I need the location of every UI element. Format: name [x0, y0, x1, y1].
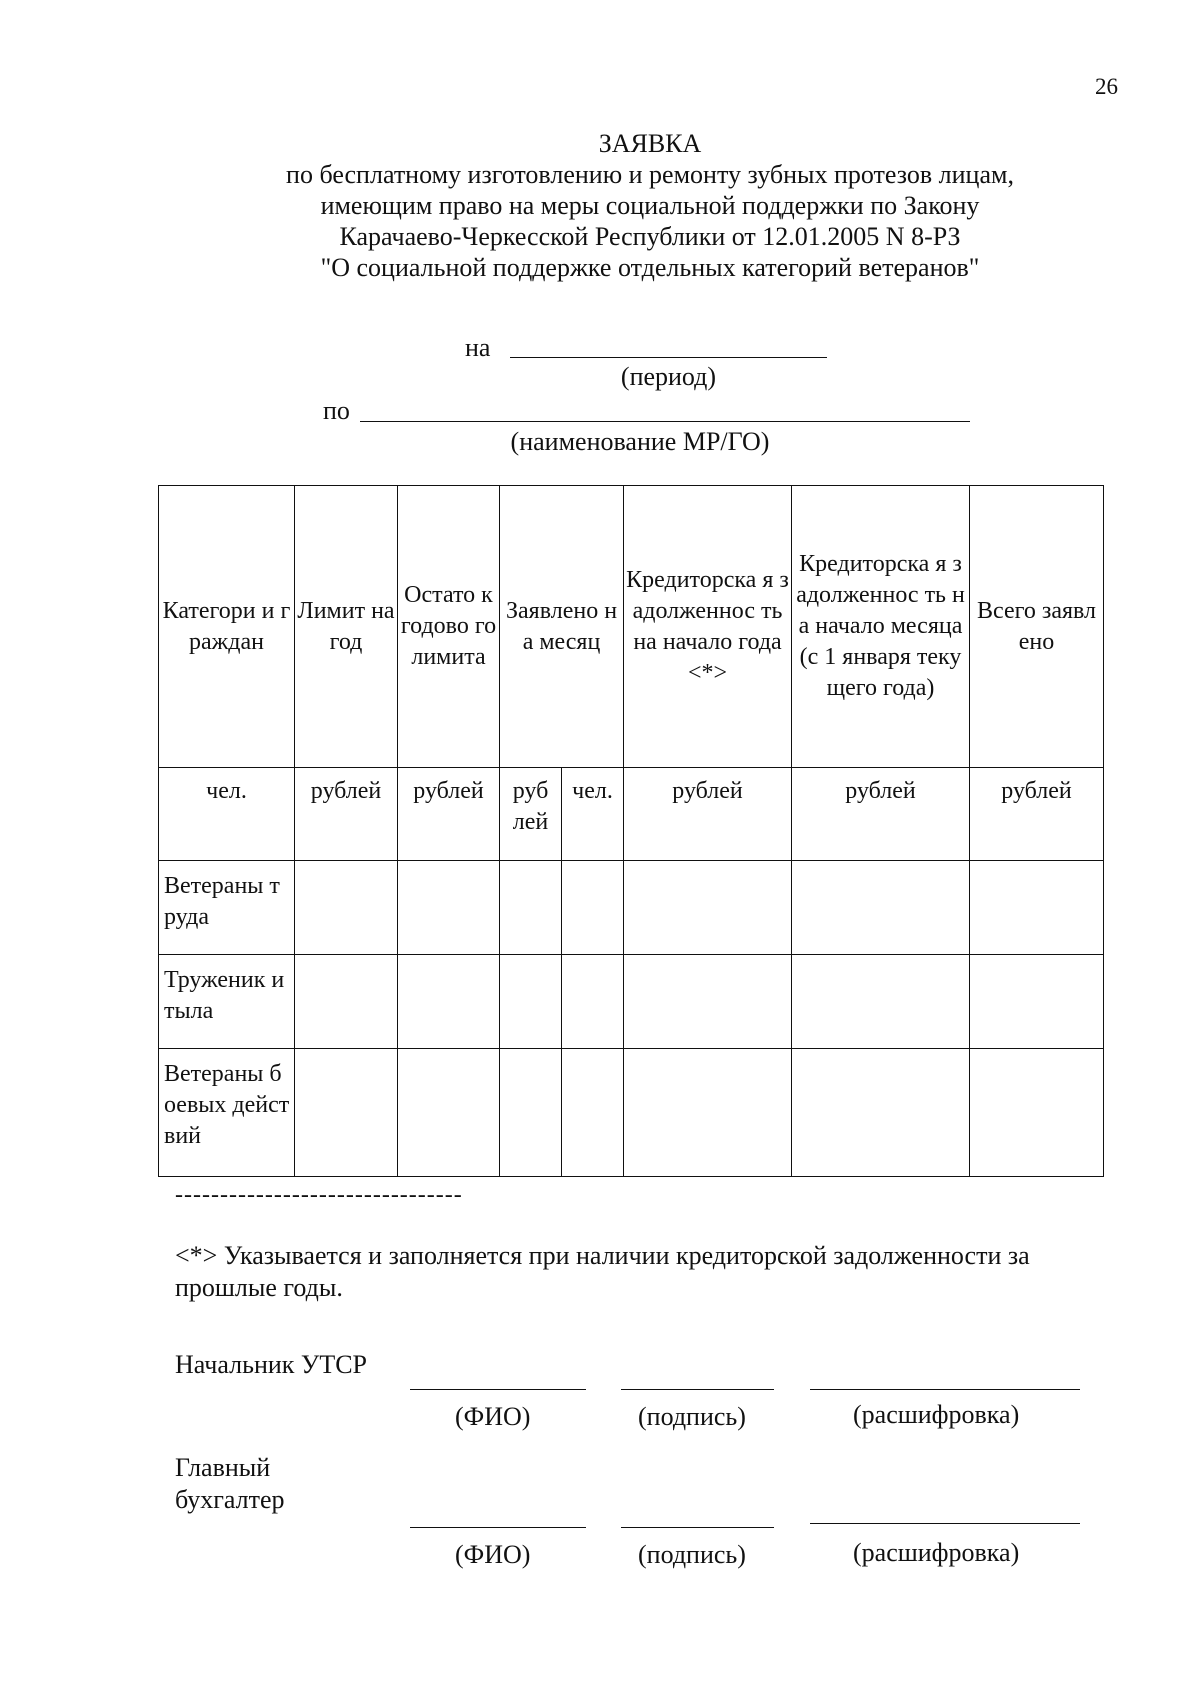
unit-cell: рублей — [398, 768, 500, 861]
district-prefix: по — [323, 396, 350, 425]
header-month-requested: Заявлено на месяц — [500, 486, 624, 768]
data-cell[interactable] — [792, 955, 970, 1049]
data-cell[interactable] — [792, 861, 970, 955]
unit-cell: чел. — [159, 768, 295, 861]
signature-line[interactable] — [621, 1527, 774, 1528]
decoding-caption: (расшифровка) — [853, 1400, 1020, 1429]
data-cell[interactable] — [500, 1049, 562, 1177]
fio-caption: (ФИО) — [455, 1540, 531, 1569]
unit-cell: рублей — [970, 768, 1104, 861]
title-line: Карачаево-Черкесской Республики от 12.01.2005 N 8-РЗ — [339, 222, 961, 251]
table-units-row — [159, 768, 1104, 861]
data-cell[interactable] — [398, 1049, 500, 1177]
district-field[interactable] — [360, 421, 970, 422]
decoding-line[interactable] — [810, 1389, 1080, 1390]
period-field[interactable] — [510, 357, 827, 358]
period-prefix: на — [465, 333, 491, 362]
data-cell[interactable] — [624, 861, 792, 955]
unit-cell: руб лей — [500, 768, 562, 861]
data-cell[interactable] — [500, 955, 562, 1049]
header-debt-month-start: Кредиторска я задолженнос ть на начало месяца (с 1 января текущего года) — [792, 486, 970, 768]
footnote-separator: -------------------------------- — [175, 1182, 463, 1208]
signature-caption: (подпись) — [638, 1402, 746, 1431]
title-line: имеющим право на меры социальной поддержки по Закону — [320, 191, 980, 220]
header-debt-year-start: Кредиторска я задолженнос ть на начало года <*> — [624, 486, 792, 768]
table-header-row — [159, 486, 1104, 768]
district-caption: (наименование МР/ГО) — [510, 427, 770, 456]
data-cell[interactable] — [792, 1049, 970, 1177]
data-cell[interactable] — [398, 861, 500, 955]
header-category: Категори и граждан — [159, 486, 295, 768]
data-cell[interactable] — [624, 955, 792, 1049]
header-limit-remainder: Остато к годово го лимита — [398, 486, 500, 768]
data-cell[interactable] — [295, 955, 398, 1049]
row-category: Труженик и тыла — [159, 955, 295, 1049]
data-cell[interactable] — [562, 1049, 624, 1177]
decoding-line[interactable] — [810, 1523, 1080, 1524]
period-caption: (период) — [620, 362, 717, 391]
claim-table — [158, 485, 1104, 1177]
data-cell[interactable] — [970, 1049, 1104, 1177]
row-category: Ветераны труда — [159, 861, 295, 955]
signature-line[interactable] — [621, 1389, 774, 1390]
unit-cell: рублей — [624, 768, 792, 861]
header-annual-limit: Лимит на год — [295, 486, 398, 768]
data-cell[interactable] — [624, 1049, 792, 1177]
footnote: <*> Указывается и заполняется при наличии кредиторской задолженности за прошлые годы. — [175, 1241, 1030, 1302]
table-row — [159, 861, 1104, 955]
table-row — [159, 955, 1104, 1049]
title-heading: ЗАЯВКА — [598, 129, 702, 158]
document-title — [0, 128, 1200, 283]
page-number: 26 — [1095, 74, 1118, 99]
signature-caption: (подпись) — [638, 1540, 746, 1569]
title-line: "О социальной поддержке отдельных категорий ветеранов" — [320, 253, 980, 282]
data-cell[interactable] — [500, 861, 562, 955]
data-cell[interactable] — [295, 1049, 398, 1177]
unit-cell: чел. — [562, 768, 624, 861]
fio-caption: (ФИО) — [455, 1402, 531, 1431]
unit-cell: рублей — [792, 768, 970, 861]
data-cell[interactable] — [970, 955, 1104, 1049]
decoding-caption: (расшифровка) — [853, 1538, 1020, 1567]
data-cell[interactable] — [562, 955, 624, 1049]
data-cell[interactable] — [562, 861, 624, 955]
header-total-requested: Всего заявлено — [970, 486, 1104, 768]
fio-line[interactable] — [410, 1527, 586, 1528]
signer-label: Начальник УТСР — [175, 1350, 368, 1379]
data-cell[interactable] — [295, 861, 398, 955]
title-line: по бесплатному изготовлению и ремонту зубных протезов лицам, — [286, 160, 1014, 189]
row-category: Ветераны боевых действий — [159, 1049, 295, 1177]
fio-line[interactable] — [410, 1389, 586, 1390]
table-row — [159, 1049, 1104, 1177]
data-cell[interactable] — [398, 955, 500, 1049]
data-cell[interactable] — [970, 861, 1104, 955]
signer-label: Главный бухгалтер — [175, 1453, 285, 1514]
unit-cell: рублей — [295, 768, 398, 861]
